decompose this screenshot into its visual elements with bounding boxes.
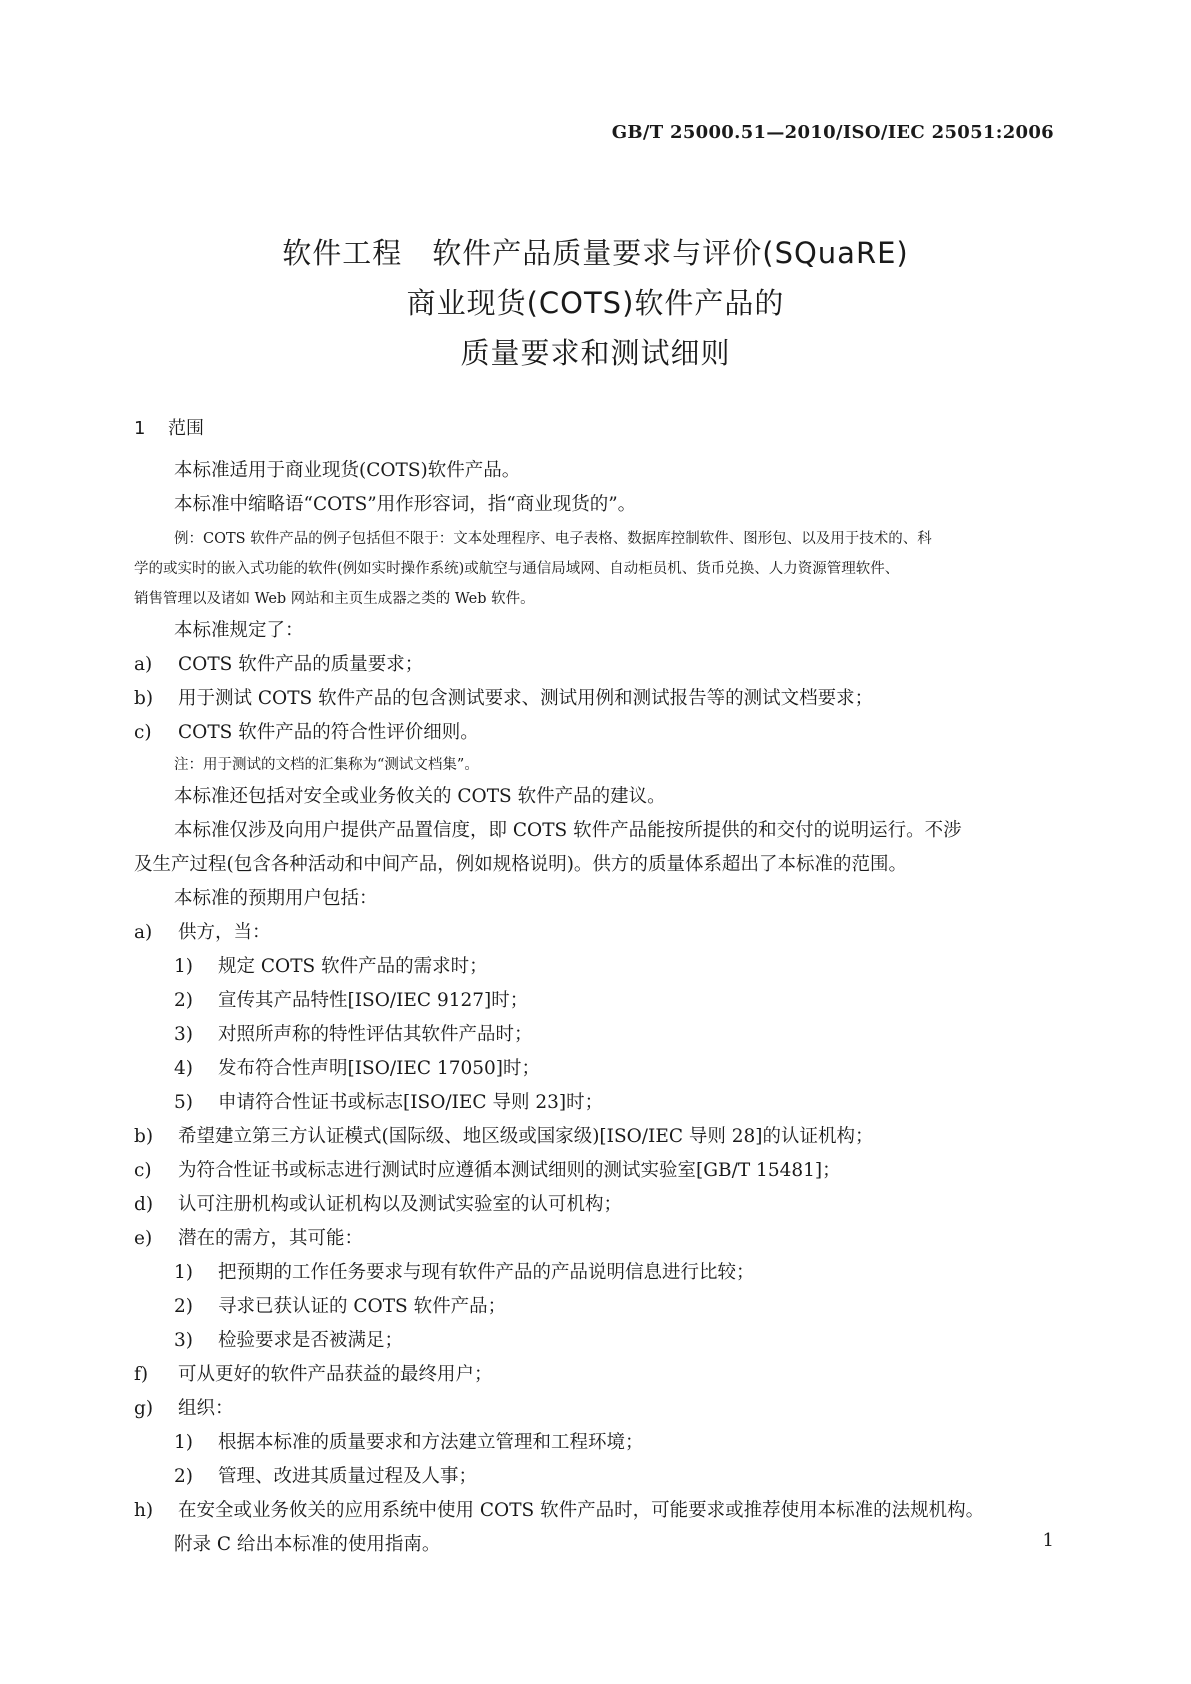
paragraph-continuation: 及生产过程(包含各种活动和中间产品，例如规格说明)。供方的质量体系超出了本标准的范围。 [134,854,907,875]
section-title: 范围 [168,418,204,439]
sub-list-item [134,1460,1062,1494]
list-marker: 2) [174,990,193,1011]
list-marker: b) [134,688,154,709]
list-item [134,1188,1062,1222]
paragraph: 本标准仅涉及向用户提供产品置信度，即 COTS 软件产品能按所提供的和交付的说明运行。不涉 [174,820,962,841]
title-line-1: 软件工程 软件产品质量要求与评价(SQuaRE) [282,236,909,270]
document-title [0,228,1191,378]
paragraph: 本标准规定了： [174,620,304,641]
list-marker: 3) [174,1024,193,1045]
list-item [134,1120,1062,1154]
list-text: 寻求已获认证的 COTS 软件产品； [218,1296,507,1317]
list-marker: d) [134,1194,154,1215]
example-line: 学的或实时的嵌入式功能的软件(例如实时操作系统)或航空与通信局域网、自动柜员机、货币兑换、人力资源管理软件、 [134,561,900,577]
list-item [134,682,1062,716]
list-text: 对照所声称的特性评估其软件产品时； [218,1024,533,1045]
list-marker: 1) [174,1432,193,1453]
sub-list-item [134,984,1062,1018]
list-text: 宣传其产品特性[ISO/IEC 9127]时； [218,990,529,1011]
list-item [134,716,1062,750]
list-marker: 1) [174,956,193,977]
section-heading [134,414,204,440]
note: 注：用于测试的文档的汇集称为“测试文档集”。 [174,757,479,773]
sub-list-item [134,1052,1062,1086]
list-marker: c) [134,1160,152,1181]
list-marker: h) [134,1500,154,1521]
example-line: 销售管理以及诸如 Web 网站和主页生成器之类的 Web 软件。 [134,591,535,607]
standard-code: GB/T 25000.51—2010/ISO/IEC 25051:2006 [611,122,1054,143]
list-text: 发布符合性声明[ISO/IEC 17050]时； [218,1058,541,1079]
sub-list-item [134,950,1062,984]
list-text: COTS 软件产品的符合性评价细则。 [178,722,479,743]
sub-list-item [134,1086,1062,1120]
paragraph: 本标准还包括对安全或业务攸关的 COTS 软件产品的建议。 [174,786,666,807]
list-text: 用于测试 COTS 软件产品的包含测试要求、测试用例和测试报告等的测试文档要求； [178,688,874,709]
list-text: 规定 COTS 软件产品的需求时； [218,956,488,977]
page-number: 1 [1042,1530,1054,1551]
list-marker: e) [134,1228,153,1249]
section-body [134,454,1062,1562]
list-text: 申请符合性证书或标志[ISO/IEC 导则 23]时； [218,1092,604,1113]
list-marker: 1) [174,1262,193,1283]
sub-list-item [134,1324,1062,1358]
list-text: 可从更好的软件产品获益的最终用户； [178,1364,493,1385]
list-item [134,1358,1062,1392]
list-text: 组织： [178,1398,234,1419]
paragraph: 附录 C 给出本标准的使用指南。 [174,1534,441,1555]
list-marker: 2) [174,1296,193,1317]
list-marker: 3) [174,1330,193,1351]
list-marker: 4) [174,1058,193,1079]
list-text: 把预期的工作任务要求与现有软件产品的产品说明信息进行比较； [218,1262,755,1283]
list-marker: a) [134,654,153,675]
list-text: 为符合性证书或标志进行测试时应遵循本测试细则的测试实验室[GB/T 15481]； [178,1160,841,1181]
paragraph: 本标准中缩略语“COTS”用作形容词，指“商业现货的”。 [174,494,637,515]
sub-list-item [134,1018,1062,1052]
sub-list-item [134,1426,1062,1460]
list-marker: f) [134,1364,149,1385]
paragraph: 本标准的预期用户包括： [174,888,378,909]
sub-list-item [134,1256,1062,1290]
title-line-3: 质量要求和测试细则 [460,336,731,370]
paragraph: 本标准适用于商业现货(COTS)软件产品。 [174,460,521,481]
list-marker: 5) [174,1092,193,1113]
list-text: 希望建立第三方认证模式(国际级、地区级或国家级)[ISO/IEC 导则 28]的认证机构； [178,1126,874,1147]
list-text: 认可注册机构或认证机构以及测试实验室的认可机构； [178,1194,623,1215]
sub-list-item [134,1290,1062,1324]
list-item [134,648,1062,682]
list-text: COTS 软件产品的质量要求； [178,654,424,675]
list-marker: b) [134,1126,154,1147]
list-marker: 2) [174,1466,193,1487]
list-text: 潜在的需方，其可能： [178,1228,364,1249]
list-text: 在安全或业务攸关的应用系统中使用 COTS 软件产品时，可能要求或推荐使用本标准的法规机构。 [178,1500,985,1521]
list-marker: a) [134,922,153,943]
section-number: 1 [134,418,146,439]
list-marker: g) [134,1398,154,1419]
list-text: 管理、改进其质量过程及人事； [218,1466,478,1487]
list-text: 检验要求是否被满足； [218,1330,404,1351]
example-line: 例：COTS 软件产品的例子包括但不限于：文本处理程序、电子表格、数据库控制软件、图形包、以及用于技术的、科 [174,531,932,547]
list-text: 根据本标准的质量要求和方法建立管理和工程环境； [218,1432,644,1453]
list-item [134,1392,1062,1426]
list-marker: c) [134,722,152,743]
list-item [134,916,1062,950]
example-block [134,524,1062,614]
title-line-2: 商业现货(COTS)软件产品的 [406,286,785,320]
list-text: 供方，当： [178,922,271,943]
list-item [134,1222,1062,1256]
list-item [134,1154,1062,1188]
list-item [134,1494,1062,1528]
